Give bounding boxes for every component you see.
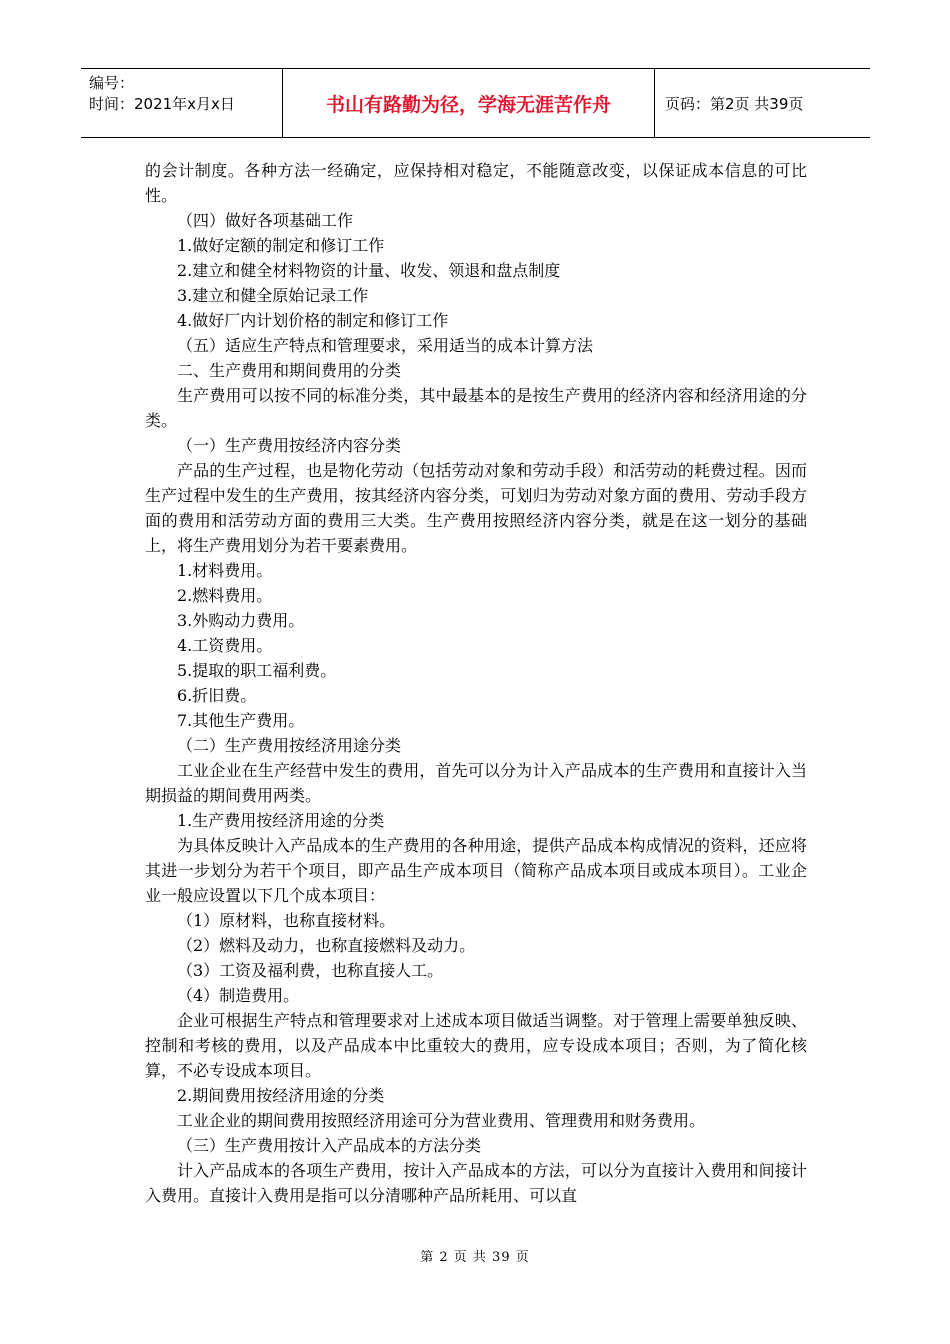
body-paragraph: 1.生产费用按经济用途的分类 [177,811,385,830]
header-page-number: 页码：第2页 共39页 [665,94,804,113]
document-number-label: 编号： [89,74,135,92]
document-body [145,158,807,1208]
body-paragraph: 3.外购动力费用。 [177,611,305,630]
body-paragraph: 为具体反映计入产品成本的生产费用的各种用途，提供产品成本构成情况的资料，还应将其进一步划分为若干个项目，即产品生产成本项目（简称产品成本项目或成本项目）。工业企业一般应设置以下几个成本项目： [145,836,807,905]
body-paragraph: 工业企业的期间费用按照经济用途可分为营业费用、管理费用和财务费用。 [177,1111,706,1130]
body-paragraph: 的会计制度。各种方法一经确定，应保持相对稳定，不能随意改变，以保证成本信息的可比性。 [145,161,807,205]
body-paragraph: 5.提取的职工福利费。 [177,661,337,680]
page-header [81,68,870,138]
body-paragraph: （1）原材料，也称直接材料。 [177,911,396,930]
body-paragraph: （4）制造费用。 [177,986,300,1005]
body-paragraph: （二）生产费用按经济用途分类 [177,736,402,755]
page-footer: 第 2 页 共 39 页 [420,1250,530,1265]
body-paragraph: 2.燃料费用。 [177,586,273,605]
body-paragraph: （一）生产费用按经济内容分类 [177,436,402,455]
body-paragraph: 企业可根据生产特点和管理要求对上述成本项目做适当调整。对于管理上需要单独反映、控制和考核的费用，以及产品成本中比重较大的费用，应专设成本项目；否则，为了简化核算，不必专设成本项目。 [145,1011,807,1080]
body-paragraph: 4.工资费用。 [177,636,273,655]
body-paragraph: 1.做好定额的制定和修订工作 [177,236,385,255]
body-paragraph: 工业企业在生产经营中发生的费用，首先可以分为计入产品成本的生产费用和直接计入当期损益的期间费用两类。 [145,761,807,805]
header-meta [81,69,283,137]
body-paragraph: 计入产品成本的各项生产费用，按计入产品成本的方法，可以分为直接计入费用和间接计入费用。直接计入费用是指可以分清哪种产品所耗用、可以直 [145,1161,807,1205]
body-paragraph: 2.建立和健全材料物资的计量、收发、领退和盘点制度 [177,261,561,280]
body-paragraph: 2.期间费用按经济用途的分类 [177,1086,385,1105]
body-paragraph: 4.做好厂内计划价格的制定和修订工作 [177,311,449,330]
body-paragraph: （五）适应生产特点和管理要求，采用适当的成本计算方法 [177,336,594,355]
body-paragraph: （三）生产费用按计入产品成本的方法分类 [177,1136,482,1155]
header-motto: 书山有路勤为径，学海无涯苦作舟 [283,69,655,137]
body-paragraph: 3.建立和健全原始记录工作 [177,286,369,305]
body-paragraph: （四）做好各项基础工作 [177,211,354,230]
body-paragraph: 二、生产费用和期间费用的分类 [177,361,402,380]
body-paragraph: （3）工资及福利费，也称直接人工。 [177,961,444,980]
body-paragraph: 产品的生产过程，也是物化劳动（包括劳动对象和劳动手段）和活劳动的耗费过程。因而生产过程中发生的生产费用，按其经济内容分类，可划归为劳动对象方面的费用、劳动手段方面的费用和活劳动方面的费用三大类。生产费用按照经济内容分类，就是在这一划分的基础上，将生产费用划分为若干要素费用。 [145,461,807,555]
body-paragraph: 6.折旧费。 [177,686,257,705]
body-paragraph: （2）燃料及动力，也称直接燃料及动力。 [177,936,476,955]
body-paragraph: 生产费用可以按不同的标准分类，其中最基本的是按生产费用的经济内容和经济用途的分类。 [145,386,807,430]
body-paragraph: 1.材料费用。 [177,561,273,580]
body-paragraph: 7.其他生产费用。 [177,711,305,730]
document-date-label: 时间：2021年x月x日 [89,95,235,113]
